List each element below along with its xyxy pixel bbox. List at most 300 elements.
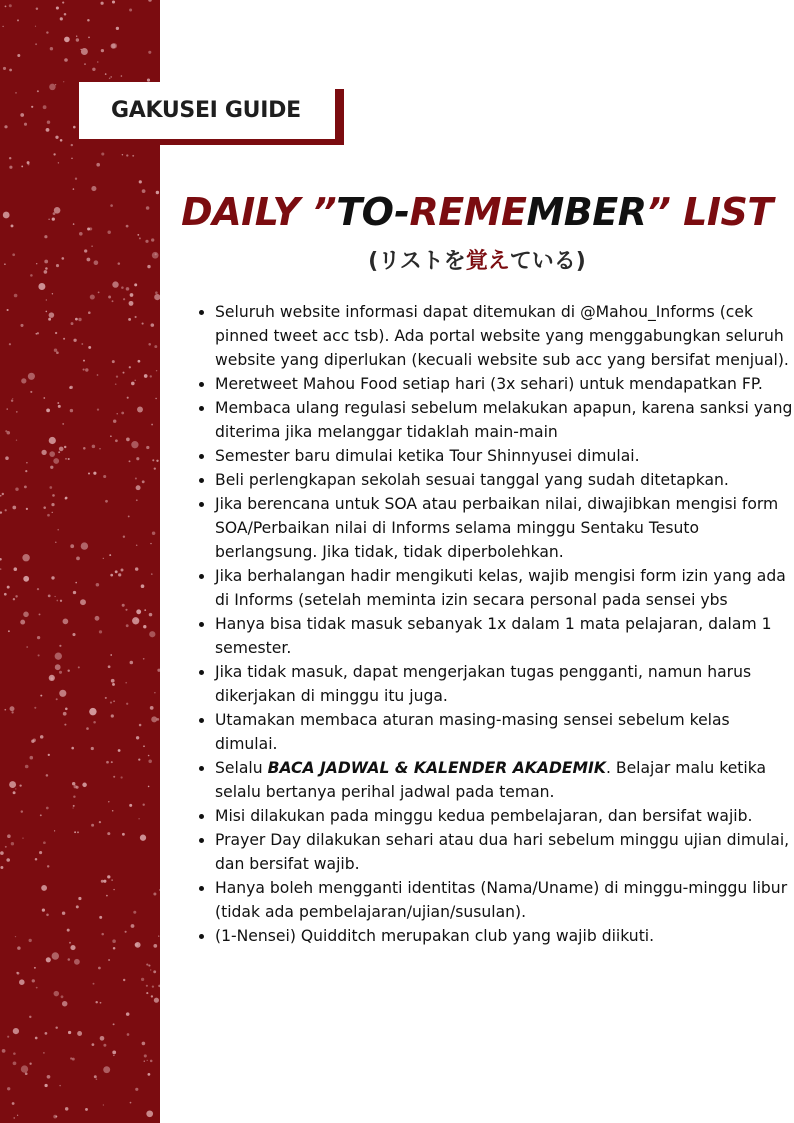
speckle-dot [16,972,18,974]
speckle-dot [68,458,70,460]
speckle-dot [35,26,36,27]
page-subtitle [160,246,794,278]
speckle-dot [136,609,141,614]
speckle-dot [59,447,64,452]
speckle-dot [150,1060,153,1063]
speckle-dot [75,318,78,321]
speckle-dot [113,700,115,702]
speckle-dot [107,875,110,878]
speckle-dot [108,296,111,299]
speckle-dot [111,679,115,683]
speckle-dot [39,613,41,615]
speckle-dot [96,163,100,167]
speckle-dot [7,1087,10,1090]
speckle-dot [81,48,88,55]
speckle-dot [118,262,121,265]
speckle-dot [99,630,102,633]
subtitle-part-3: ている) [509,249,586,274]
speckle-dot [35,43,37,45]
speckle-dot [110,76,112,78]
speckle-dot [127,397,129,399]
speckle-dot [8,630,10,632]
speckle-dot [22,837,23,838]
speckle-dot [152,459,154,461]
speckle-dot [88,37,90,39]
speckle-dot [121,569,124,572]
speckle-dot [137,407,143,413]
speckle-dot [148,343,151,346]
speckle-dot [112,43,117,48]
speckle-dot [152,985,154,987]
speckle-dot [143,658,145,660]
speckle-dot [27,579,28,580]
speckle-dot [79,232,83,236]
speckle-dot [103,880,106,883]
speckle-dot [115,439,118,442]
speckle-dot [52,952,59,959]
speckle-dot [60,139,63,142]
speckle-dot [93,472,96,475]
speckle-dot [150,543,151,544]
speckle-dot [55,332,57,334]
speckle-dot [63,338,65,340]
list-item: • Hanya boleh mengganti identitas (Nama/Uname) di minggu-minggu libur (tidak ada pembelajaran/ujian/susulan). [215,876,794,924]
speckle-dot [148,51,151,54]
speckle-dot [9,781,16,788]
speckle-dot [155,291,158,294]
speckle-dot [151,573,153,575]
speckle-dot [55,653,62,660]
speckle-dot [11,842,14,845]
speckle-dot [37,588,39,590]
speckle-dot [151,424,153,426]
speckle-dot [13,791,16,794]
speckle-dot [123,979,125,981]
speckle-dot [108,801,109,802]
speckle-dot [69,387,71,389]
speckle-dot [44,260,48,264]
speckle-dot [41,450,46,455]
speckle-dot [40,735,44,739]
speckle-dot [7,309,9,311]
speckle-dot [14,567,18,571]
speckle-dot [70,544,74,548]
speckle-dot [59,690,66,697]
speckle-dot [9,157,11,159]
speckle-dot [3,212,10,219]
speckle-dot [36,8,38,10]
speckle-dot [48,318,51,321]
speckle-dot [146,964,148,966]
speckle-dot [21,378,26,383]
speckle-dot [23,576,29,582]
speckle-dot [0,851,4,855]
speckle-dot [4,593,7,596]
guide-label-card [79,82,335,139]
subtitle-part-2: 覚え [465,249,510,274]
speckle-dot [46,914,49,917]
speckle-dot [122,604,125,607]
speckle-dot [58,162,59,163]
title-part-reme: REME [409,190,527,234]
speckle-dot [65,1107,68,1110]
speckle-dot [78,318,81,321]
speckle-dot [50,47,53,50]
speckle-dot [62,2,64,4]
speckle-dot [130,661,134,665]
speckle-dot [91,747,94,750]
speckle-dot [99,448,100,449]
speckle-pattern [0,0,160,1123]
speckle-dot [51,576,54,579]
speckle-dot [0,568,1,570]
speckle-dot [143,625,146,628]
speckle-dot [27,163,29,165]
speckle-dot [5,6,7,8]
speckle-dot [36,987,38,989]
speckle-dot [116,27,119,30]
speckle-dot [26,646,28,648]
speckle-dot [148,760,152,764]
speckle-dot [45,1032,48,1035]
speckle-dot [156,718,159,721]
speckle-dot [139,180,142,183]
speckle-dot [0,866,3,869]
speckle-dot [126,1012,130,1016]
speckle-dot [59,671,62,674]
speckle-dot [62,911,65,914]
speckle-dot [116,375,118,377]
speckle-dot [67,929,70,932]
speckle-dot [57,402,59,404]
speckle-dot [56,351,59,354]
rule-text-after: . Belajar malu ketika selalu bertanya perihal jadwal pada teman. [215,759,767,801]
speckle-dot [56,698,58,700]
speckle-dot [115,383,117,385]
speckle-dot [152,252,159,259]
speckle-dot [105,500,108,503]
speckle-dot [123,536,125,538]
speckle-dot [121,286,124,289]
speckle-dot [15,788,16,789]
speckle-dot [141,978,144,981]
speckle-dot [136,485,141,490]
speckle-dot [48,595,51,598]
speckle-dot [73,807,74,808]
speckle-dot [101,2,104,5]
speckle-dot [78,897,81,900]
speckle-dot [83,360,85,362]
speckle-dot [147,1060,148,1061]
speckle-dot [138,758,140,760]
speckle-dot [76,905,79,908]
speckle-dot [107,832,110,835]
speckle-dot [13,1052,16,1055]
speckle-dot [128,515,130,517]
speckle-dot [67,669,69,671]
speckle-dot [45,267,48,270]
speckle-dot [25,470,27,472]
speckle-dot [142,189,146,193]
speckle-dot [129,301,134,306]
speckle-dot [56,6,59,9]
speckle-dot [52,293,53,294]
speckle-dot [76,38,79,41]
speckle-dot [76,36,77,37]
speckle-dot [9,343,11,345]
speckle-dot [56,600,58,602]
page-title [160,186,794,238]
speckle-dot [109,78,111,80]
speckle-dot [31,106,33,108]
speckle-dot [46,409,50,413]
speckle-dot [46,31,48,33]
speckle-dot [84,63,86,65]
speckle-dot [68,1031,71,1034]
speckle-dot [74,959,80,965]
speckle-dot [135,316,137,318]
speckle-dot [95,616,100,621]
speckle-dot [15,595,17,597]
speckle-dot [53,153,55,155]
speckle-dot [136,499,138,501]
speckle-dot [132,155,134,157]
speckle-dot [13,1061,17,1065]
speckle-dot [110,204,113,207]
speckle-dot [101,49,104,52]
speckle-dot [77,831,79,833]
speckle-dot [40,695,42,697]
speckle-dot [4,263,6,265]
title-part-mber: MBER [526,190,647,234]
speckle-dot [54,348,57,351]
speckle-dot [64,13,67,16]
speckle-dot [68,958,71,961]
speckle-dot [85,368,88,371]
speckle-dot [47,1075,51,1079]
speckle-dot [40,814,42,816]
speckle-dot [15,92,16,93]
speckle-dot [25,765,29,769]
speckle-dot [123,372,125,374]
speckle-dot [122,154,123,155]
speckle-dot [136,457,139,460]
speckle-dot [136,736,139,739]
speckle-dot [49,312,55,318]
speckle-dot [17,946,21,950]
speckle-dot [112,360,115,363]
speckle-dot [80,599,86,605]
speckle-dot [60,17,63,20]
speckle-dot [146,206,150,210]
speckle-dot [118,749,121,752]
speckle-dot [92,1043,95,1046]
speckle-dot [141,584,145,588]
speckle-dot [24,123,27,126]
speckle-dot [112,810,114,812]
speckle-dot [13,1028,19,1034]
speckle-dot [157,669,160,672]
speckle-dot [49,451,55,457]
list-item: • (1-Nensei) Quidditch merupakan club yang wajib diikuti. [215,924,794,948]
speckle-dot [58,405,61,408]
speckle-dot [83,447,86,450]
speckle-dot [127,1033,130,1036]
speckle-dot [5,509,7,511]
speckle-dot [29,1016,31,1018]
speckle-dot [7,1036,9,1038]
speckle-dot [47,120,50,123]
speckle-dot [61,995,64,998]
speckle-dot [126,624,129,627]
speckle-dot [35,1037,38,1040]
speckle-dot [85,1108,88,1111]
speckle-dot [71,747,74,750]
speckle-dot [126,703,128,705]
speckle-dot [112,939,116,943]
list-item: • Jika berhalangan hadir mengikuti kelas, wajib mengisi form izin yang ada di Informs (setelah meminta izin secara personal pada sensei ybs [215,564,794,612]
speckle-dot [71,158,72,159]
speckle-dot [50,466,53,469]
speckle-dot [22,554,29,561]
speckle-dot [19,979,25,985]
speckle-dot [58,451,60,453]
speckle-dot [108,959,110,961]
speckle-dot [138,818,139,819]
speckle-dot [31,740,34,743]
speckle-dot [62,423,64,425]
speckle-dot [82,783,87,788]
speckle-dot [131,441,138,448]
speckle-dot [101,152,104,155]
speckle-dot [142,480,145,483]
speckle-dot [111,761,113,763]
speckle-dot [38,654,40,656]
speckle-dot [115,570,118,573]
speckle-dot [32,979,35,982]
speckle-dot [126,438,130,442]
speckle-dot [120,776,122,778]
speckle-dot [125,931,127,933]
list-item: • Beli perlengkapan sekolah sesuai tanggal yang sudah ditetapkan. [215,468,794,492]
speckle-dot [144,1054,147,1057]
speckle-dot [97,61,98,62]
speckle-dot [30,391,32,393]
title-part-to: TO- [336,190,410,234]
speckle-dot [91,186,96,191]
speckle-dot [148,1073,151,1076]
speckle-dot [35,333,37,335]
speckle-dot [137,234,139,236]
speckle-dot [90,294,95,299]
speckle-dot [81,542,88,549]
speckle-dot [94,260,99,265]
speckle-dot [49,437,56,444]
speckle-dot [38,283,45,290]
speckle-dot [21,810,23,812]
speckle-dot [155,253,157,255]
speckle-dot [83,369,85,371]
speckle-dot [76,786,79,789]
speckle-dot [145,240,148,243]
speckle-dot [154,345,157,348]
speckle-dot [55,541,57,543]
speckle-dot [69,942,71,944]
speckle-dot [54,207,61,214]
speckle-dot [92,68,95,71]
speckle-dot [17,54,20,57]
speckle-dot [146,446,149,449]
speckle-dot [134,380,135,381]
speckle-dot [117,413,118,414]
speckle-dot [46,807,49,810]
speckle-dot [63,712,67,716]
speckle-dot [126,287,130,291]
speckle-dot [54,830,55,831]
speckle-dot [98,292,100,294]
speckle-dot [64,446,66,448]
speckle-dot [112,1051,116,1055]
speckle-dot [101,933,104,936]
speckle-dot [75,582,77,584]
speckle-dot [150,969,151,970]
speckle-dot [73,591,76,594]
list-item: • Semester baru dimulai ketika Tour Shinnyusei dimulai. [215,444,794,468]
speckle-dot [63,619,69,625]
speckle-dot [10,706,15,711]
speckle-dot [19,784,21,786]
speckle-dot [57,529,59,531]
speckle-dot [105,73,107,75]
speckle-dot [144,374,148,378]
speckle-dot [49,84,56,91]
speckle-dot [63,81,64,82]
speckle-dot [11,224,14,227]
speckle-dot [95,1001,97,1003]
speckle-dot [151,995,153,997]
speckle-dot [89,708,96,715]
speckle-dot [5,846,7,848]
speckle-dot [64,58,68,62]
speckle-dot [136,619,138,621]
speckle-dot [112,281,118,287]
speckle-dot [13,598,15,600]
speckle-dot [11,399,13,401]
speckle-dot [9,69,12,72]
speckle-dot [101,880,104,883]
speckle-dot [76,557,80,561]
speckle-dot [75,178,77,180]
speckle-dot [7,834,11,838]
speckle-dot [12,1102,15,1105]
speckle-dot [131,382,135,386]
subtitle-part-1: (リストを [368,249,466,274]
speckle-dot [48,219,49,220]
speckle-dot [20,620,25,625]
speckle-dot [146,985,148,987]
speckle-dot [122,833,125,836]
speckle-dot [142,323,144,325]
speckle-dot [43,105,47,109]
speckle-dot [100,1002,102,1004]
speckle-dot [121,75,123,77]
list-item: • Jika berencana untuk SOA atau perbaikan nilai, diwajibkan mengisi form SOA/Perbaikan nilai di Informs selama minggu Sentaku Tesuto berlangsung. Jika tidak, tidak diperbolehkan. [215,492,794,564]
speckle-dot [112,0,115,3]
title-part-list: ” LIST [646,190,773,234]
speckle-dot [37,636,40,639]
speckle-dot [96,1078,98,1080]
decorative-side-band [0,0,160,1123]
